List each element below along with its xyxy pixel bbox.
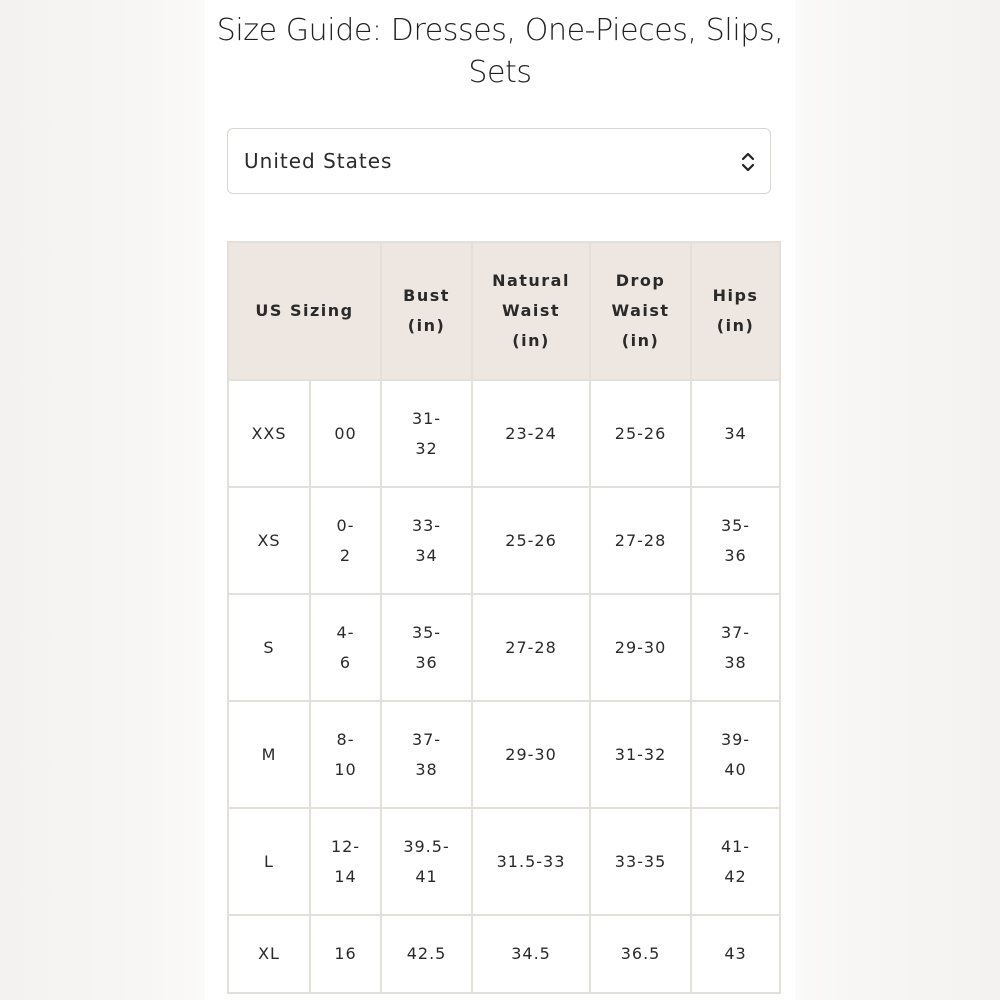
region-select-value: United States	[244, 149, 393, 173]
cell-natural-waist	[472, 701, 590, 808]
cell-us-size	[310, 487, 381, 594]
cell-size-label-text: S	[263, 637, 275, 657]
chevron-up-down-icon	[739, 151, 757, 173]
cell-natural-waist	[472, 594, 590, 701]
cell-us-size-text: 00	[334, 423, 357, 443]
cell-hips-text: 35-	[720, 515, 751, 535]
cell-drop-waist-text: 27-28	[614, 530, 667, 550]
cell-bust-text: 32	[415, 438, 438, 458]
cell-us-size-text: 14	[334, 866, 357, 886]
table-body	[228, 380, 780, 993]
header-natural-waist	[472, 242, 590, 380]
table-row	[228, 701, 780, 808]
cell-hips	[691, 380, 780, 487]
cell-us-size	[310, 594, 381, 701]
cell-natural-waist-text: 31.5-33	[496, 851, 566, 871]
cell-hips-text: 42	[724, 866, 747, 886]
cell-hips	[691, 487, 780, 594]
right-backdrop	[795, 0, 1000, 1000]
header-hips-unit: (in)	[716, 316, 755, 335]
cell-hips	[691, 808, 780, 915]
cell-hips-text: 40	[724, 759, 747, 779]
cell-hips-text: 34	[724, 423, 747, 443]
cell-natural-waist-text: 34.5	[511, 944, 551, 963]
cell-bust	[381, 487, 472, 594]
cell-us-size-text: 6	[339, 652, 352, 672]
cell-hips-text: 36	[724, 545, 747, 565]
cell-natural-waist-text: 29-30	[505, 744, 557, 764]
header-drop-waist-line2: Waist	[611, 301, 670, 320]
cell-bust	[381, 701, 472, 808]
cell-us-size	[310, 808, 381, 915]
cell-hips	[691, 915, 780, 993]
cell-natural-waist	[472, 915, 590, 993]
table-row	[228, 594, 780, 701]
header-us-sizing	[228, 242, 381, 380]
cell-hips	[691, 701, 780, 808]
cell-hips-text: 41-	[720, 836, 751, 856]
header-natural-waist-unit: (in)	[512, 331, 550, 350]
cell-us-size-text: 8-	[336, 729, 355, 749]
size-table	[227, 241, 781, 994]
cell-natural-waist-text: 27-28	[505, 637, 557, 657]
table-row	[228, 915, 780, 993]
cell-bust-text: 34	[415, 545, 438, 565]
cell-bust-text: 38	[415, 759, 438, 779]
cell-us-size-text: 16	[334, 944, 357, 963]
cell-size-label	[228, 701, 310, 808]
cell-drop-waist	[590, 594, 691, 701]
cell-drop-waist	[590, 701, 691, 808]
cell-bust	[381, 808, 472, 915]
header-hips-line: Hips	[712, 286, 759, 305]
header-natural-waist-line2: Waist	[502, 301, 561, 320]
header-us-sizing-label: US Sizing	[255, 301, 354, 320]
region-select[interactable]	[227, 128, 771, 194]
cell-bust-text: 36	[415, 652, 438, 672]
cell-us-size-text: 2	[339, 545, 352, 565]
cell-drop-waist-text: 25-26	[614, 423, 667, 443]
cell-bust-text: 42.5	[406, 944, 447, 963]
cell-size-label	[228, 808, 310, 915]
cell-drop-waist-text: 31-32	[614, 744, 667, 764]
cell-size-label	[228, 594, 310, 701]
page-title: Size Guide: Dresses, One-Pieces, Slips, Sets	[216, 13, 784, 90]
cell-bust	[381, 915, 472, 993]
cell-size-label-text: XL	[258, 944, 280, 963]
header-bust-unit: (in)	[407, 316, 446, 335]
table-row	[228, 487, 780, 594]
cell-us-size-text: 0-	[336, 515, 355, 535]
cell-hips-text: 39-	[720, 729, 751, 749]
cell-drop-waist-text: 36.5	[620, 944, 661, 963]
cell-size-label	[228, 915, 310, 993]
cell-bust-text: 37-	[411, 729, 442, 749]
header-bust-line: Bust	[403, 286, 450, 305]
cell-bust-text: 41	[415, 866, 438, 886]
cell-us-size-text: 4-	[336, 622, 355, 642]
cell-hips-text: 38	[724, 652, 747, 672]
cell-natural-waist-text: 25-26	[505, 530, 557, 550]
header-drop-waist-unit: (in)	[621, 331, 660, 350]
cell-hips	[691, 594, 780, 701]
cell-us-size-text: 10	[334, 759, 357, 779]
cell-drop-waist-text: 33-35	[614, 851, 667, 871]
cell-drop-waist-text: 29-30	[614, 637, 667, 657]
cell-size-label	[228, 487, 310, 594]
cell-hips-text: 43	[724, 944, 747, 963]
size-guide-panel	[205, 0, 795, 1000]
cell-bust	[381, 380, 472, 487]
header-drop-waist-line1: Drop	[615, 271, 666, 290]
cell-size-label-text: XS	[257, 530, 281, 550]
cell-us-size	[310, 915, 381, 993]
cell-bust-text: 33-	[411, 515, 442, 535]
header-bust	[381, 242, 472, 380]
table-header-row	[228, 242, 780, 380]
cell-drop-waist	[590, 487, 691, 594]
cell-size-label-text: XXS	[251, 423, 287, 443]
cell-natural-waist-text: 23-24	[505, 423, 557, 443]
cell-bust-text: 39.5-	[403, 836, 450, 856]
cell-us-size	[310, 380, 381, 487]
cell-hips-text: 37-	[720, 622, 751, 642]
cell-drop-waist	[590, 915, 691, 993]
header-drop-waist	[590, 242, 691, 380]
cell-natural-waist	[472, 808, 590, 915]
cell-size-label	[228, 380, 310, 487]
cell-drop-waist	[590, 808, 691, 915]
header-hips	[691, 242, 780, 380]
table-row	[228, 380, 780, 487]
cell-us-size-text: 12-	[330, 836, 361, 856]
cell-bust-text: 31-	[411, 408, 442, 428]
cell-natural-waist	[472, 487, 590, 594]
cell-size-label-text: L	[264, 851, 274, 871]
cell-drop-waist	[590, 380, 691, 487]
left-backdrop	[0, 0, 205, 1000]
cell-natural-waist	[472, 380, 590, 487]
cell-size-label-text: M	[261, 744, 277, 764]
table-row	[228, 808, 780, 915]
cell-bust-text: 35-	[411, 622, 442, 642]
cell-bust	[381, 594, 472, 701]
header-natural-waist-line1: Natural	[492, 271, 570, 290]
cell-us-size	[310, 701, 381, 808]
